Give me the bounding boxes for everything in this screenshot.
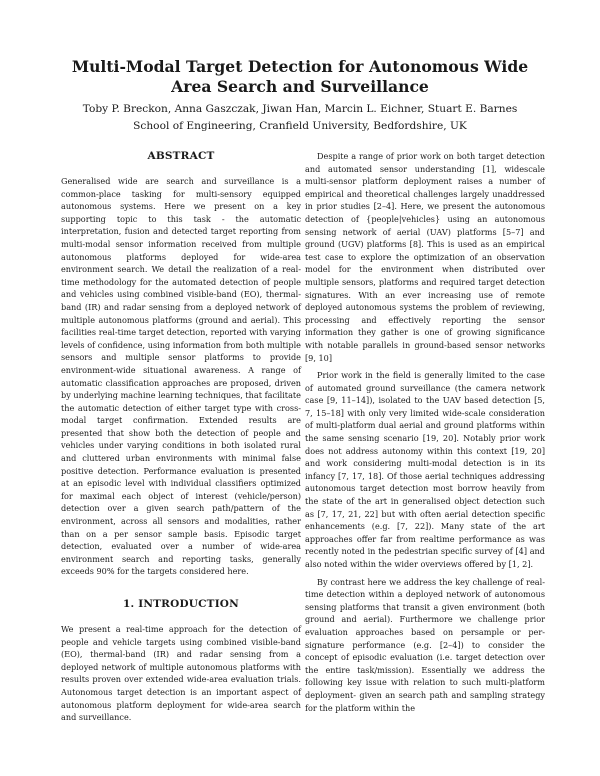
- intro-paragraph-1: We present a real-time approach for the detection of people and vehicle targets using combined visible-band (EO), thermal-band (IR) and radar sensing from a deployed network of multiple autonomous platforms with results proven over extended wide-area evaluation trials. Autonomous target detection is an important aspect of autonomous platform deployment for wide-area search and surveillance.: [61, 624, 301, 723]
- abstract-text: Generalised wide are search and surveillance is a common-place tasking for multi-sensory equipped autonomous systems. Here we present on a key supporting topic to this task - the automatic interpretation, fusion and detected target reporting from multi-modal sensor information received from multiple autonomous platforms deployed for wide-area environment search. We detail the realization of a real-time methodology for the automated detection of people and vehicles using combined visible-band (EO), thermal-band (IR) and radar sensing from a deployed network of multiple autonomous platforms (ground and aerial). This facilities real-time target detection, reported with varying levels of confidence, using information from both multiple sensors and multiple sensor platforms to provide environment-wide situational awareness. A range of automatic classification approaches are proposed, driven by underlying machine learning techniques, that facilitate the automatic detection of either target type with cross-modal target confirmation. Extended results are presented that show both the detection of people and vehicles under varying conditions in both isolated rural and cluttered urban environments with minimal false positive detection. Performance evaluation is presented at an episodic level with individual classifiers optimized for maximal each object of interest (vehicle/person) detection over a given search path/pattern of the environment, across all sensors and modalities, rather than on a per sensor sample basis. Episodic target detection, evaluated over a number of wide-area environment search and reporting tasks, generally exceeds 90% for the targets considered here.: [61, 176, 301, 577]
- intro-paragraph-2: Despite a range of prior work on both target detection and automated sensor understanding [1], widescale multi-sensor platform deployment raises a number of empirical and theoretical challenges largely unaddressed in prior studies [2–4]. Here, we present the autonomous detection of {people|vehicles} using an autonomous sensing network of aerial (UAV) platforms [5–7] and ground (UGV) platforms [8]. This is used as an empirical test case to explore the optimization of an observation model for the environment when distributed over multiple sensors, platforms and required target detection signatures. With an ever increasing use of remote deployed autonomous systems the problem of reviewing, processing and effectively reporting the sensor information they gather is one of growing significance with notable parallels in ground-based sensor networks [9, 10]: [305, 151, 545, 363]
- intro-paragraph-4: By contrast here we address the key challenge of real-time detection within a deployed network of autonomous sensing platforms that transit a given environment (both ground and aerial). Furthermore we challenge prior evaluation approaches based on persample or per-signature performance (e.g. [2–4]) to consider the concept of episodic evaluation (i.e. target detection over the entire task/mission). Essentially we address the following key issue with relation to such multi-platform deployment- given an search path and sampling strategy for the platform within the: [305, 576, 545, 713]
- author-list: Toby P. Breckon, Anna Gaszczak, Jiwan Han, Marcin L. Eichner, Stuart E. Barnes: [82, 103, 518, 115]
- left-column: [61, 150, 301, 724]
- abstract-heading: ABSTRACT: [147, 150, 215, 162]
- paper-title: Multi-Modal Target Detection for Autonomous Wide Area Search and Surveillance: [71, 57, 529, 96]
- intro-paragraph-3: Prior work in the field is generally limited to the case of automated ground surveillance (the camera network case [9, 11–14]), isolated to the UAV based detection [5, 7, 15–18] with only very limited wide-scale consideration of multi-platform dual aerial and ground platforms within the same sensing scenario [19, 20]. Notably prior work does not address autonomy within this context [19, 20] and work considering multi-modal detection is in its infancy [7, 17, 18]. Of those aerial techniques addressing autonomous target detection most borrow heavily from the state of the art in generalised object detection such as [7, 17, 21, 22] but with often aerial detection specific enhancements (e.g. [7, 22]). Many state of the art approaches offer far from realtime performance as was recently noted in the pedestrian specific survey of [4] and also noted within the wider overviews offered by [1, 2].: [305, 370, 545, 569]
- right-column: [305, 150, 545, 714]
- introduction-heading: 1. INTRODUCTION: [123, 598, 239, 610]
- affiliation: School of Engineering, Cranfield University, Bedfordshire, UK: [133, 120, 467, 132]
- author-block: [40, 101, 560, 135]
